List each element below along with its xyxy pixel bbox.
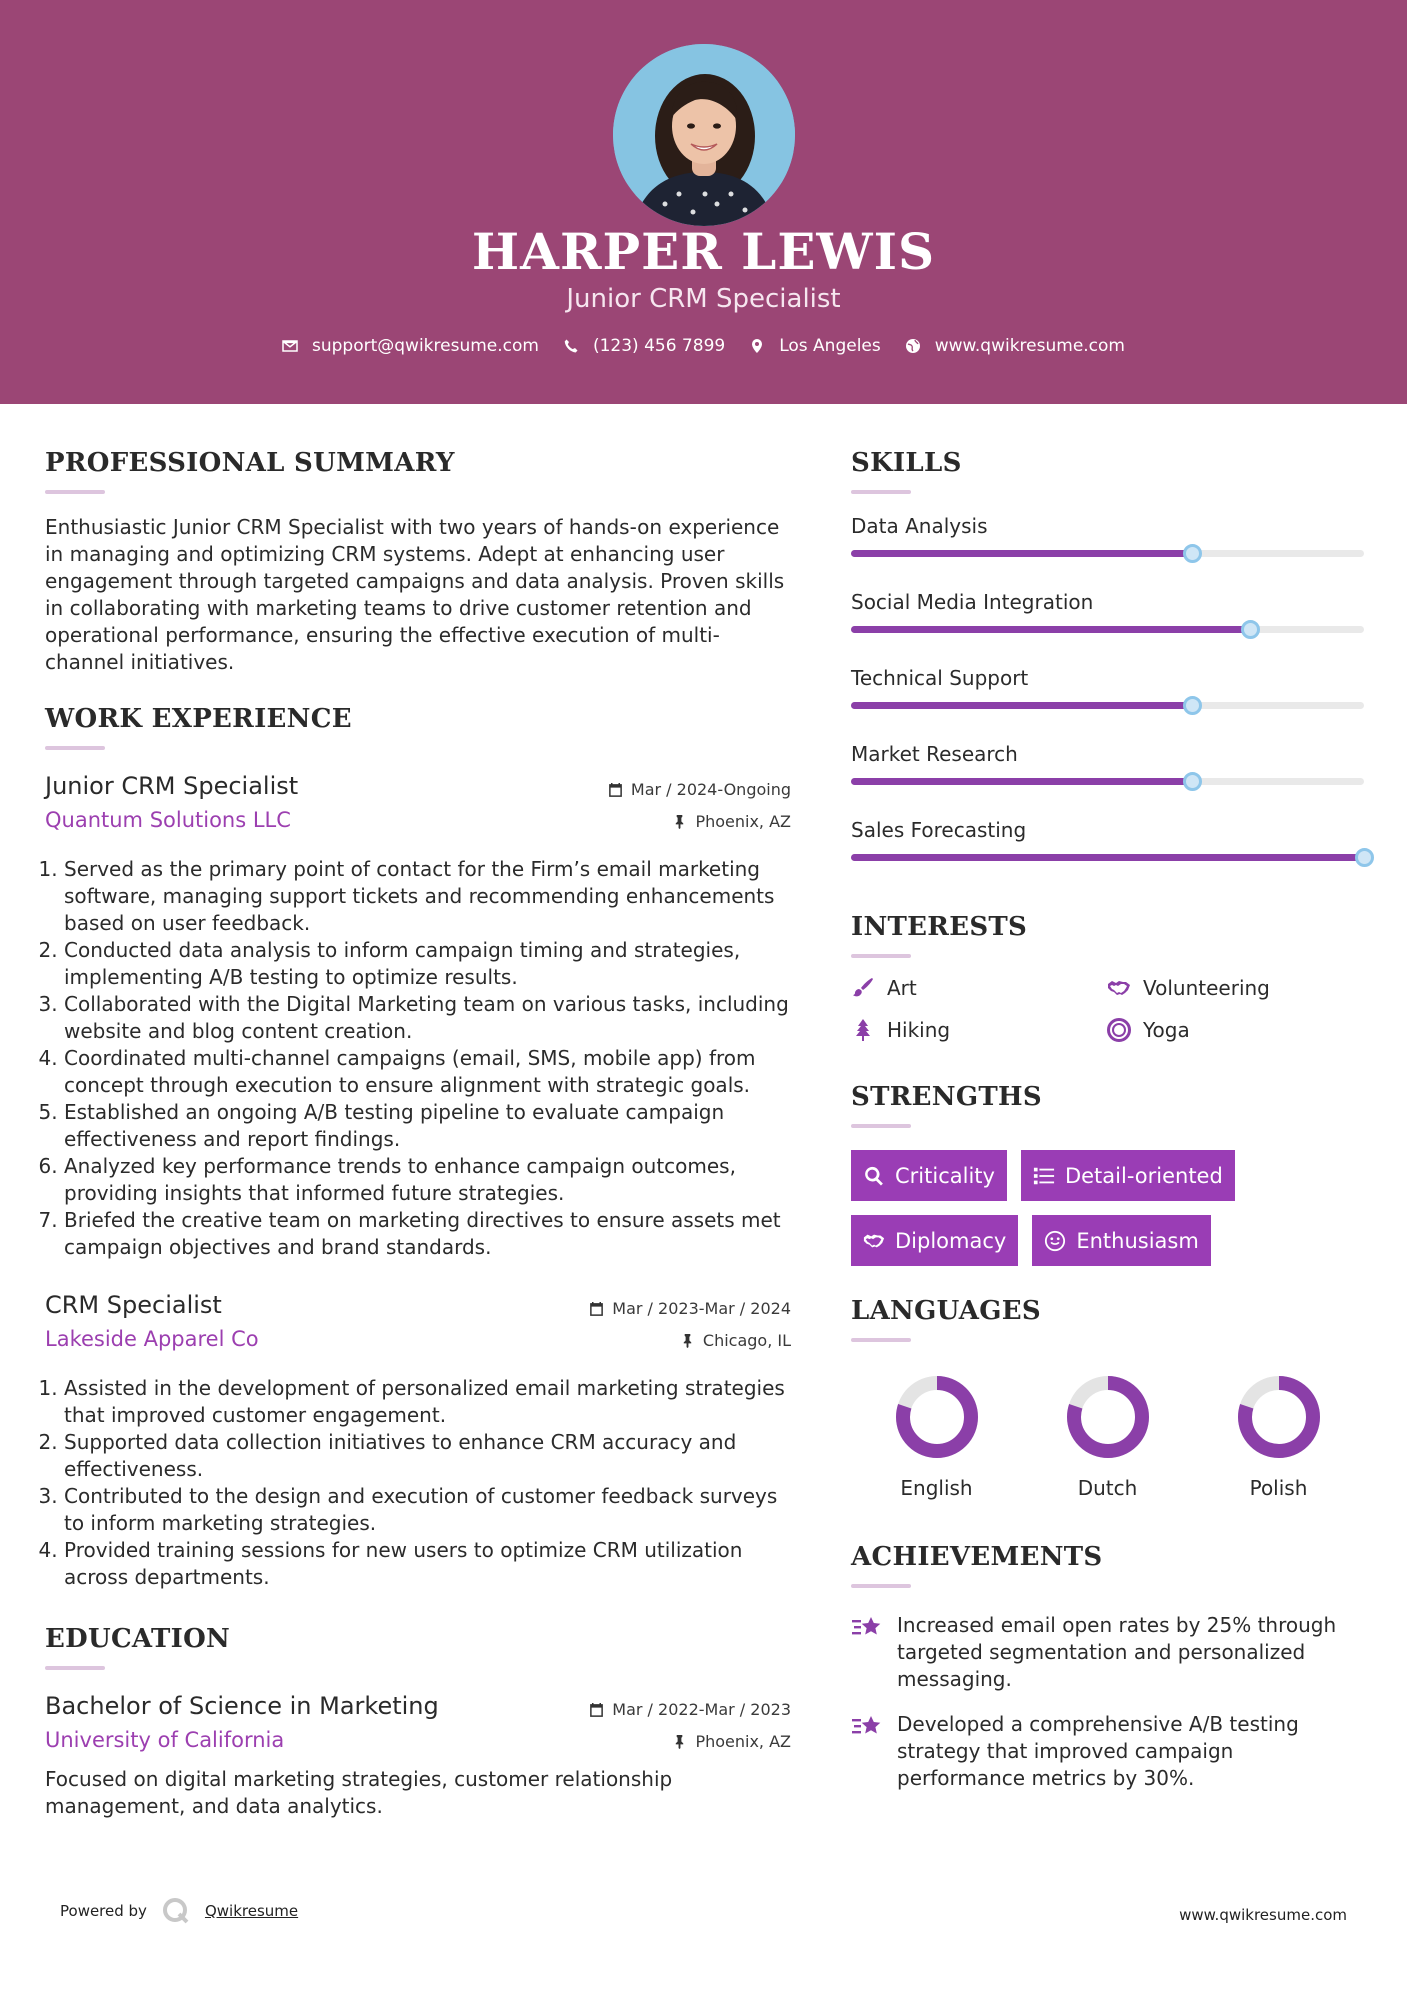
skill-track (851, 550, 1364, 557)
summary-title: PROFESSIONAL SUMMARY (45, 448, 455, 478)
language-item (1022, 1374, 1193, 1500)
interest-label: Hiking (887, 1018, 951, 1042)
avatar (613, 44, 795, 226)
contact-location (749, 336, 881, 356)
education-location (672, 1732, 791, 1751)
handshake-icon (863, 1230, 885, 1252)
skill-name: Social Media Integration (851, 590, 1094, 614)
language-name: Polish (1249, 1476, 1308, 1500)
search-icon (863, 1165, 885, 1187)
strength-chip (1032, 1215, 1210, 1266)
strength-label: Diplomacy (895, 1228, 1007, 1253)
interest-label: Volunteering (1143, 976, 1270, 1000)
job-location-text: Chicago, IL (702, 1331, 791, 1350)
language-item (1193, 1374, 1364, 1500)
list-item: 6. Analyzed key performance trends to enhance campaign outcomes, providing insights that informed future strategies. (64, 1153, 791, 1207)
skill-name: Sales Forecasting (851, 818, 1027, 842)
list-item: 2. Supported data collection initiatives to enhance CRM accuracy and effectiveness. (64, 1429, 791, 1483)
language-donut (894, 1374, 980, 1460)
skill-fill (851, 778, 1192, 785)
section-divider (45, 746, 105, 750)
job-company: Quantum Solutions LLC (45, 808, 291, 832)
achievements-section (851, 1542, 1364, 1810)
interests-title: INTERESTS (851, 912, 1028, 942)
job-date (589, 1299, 791, 1318)
school-name: University of California (45, 1728, 285, 1752)
skill-track (851, 702, 1364, 709)
skills-title: SKILLS (851, 448, 962, 478)
candidate-name: HARPER LEWIS (471, 222, 936, 281)
paintbrush-icon (851, 976, 875, 1000)
skill-level-knob (1241, 620, 1260, 639)
list-item: 3. Collaborated with the Digital Marketing team on various tasks, including website and blog content creation. (64, 991, 791, 1045)
education-date-text: Mar / 2022-Mar / 2023 (612, 1700, 791, 1719)
languages-title: LANGUAGES (851, 1296, 1041, 1326)
tree-icon (851, 1018, 875, 1042)
skill-level-knob (1183, 772, 1202, 791)
qwikresume-logo-icon (161, 1896, 191, 1926)
resume-header (0, 0, 1407, 404)
strength-label: Criticality (895, 1163, 995, 1188)
language-name: English (900, 1476, 973, 1500)
language-item (851, 1374, 1022, 1500)
job-entry (45, 1291, 791, 1591)
achievements-title: ACHIEVEMENTS (851, 1542, 1103, 1572)
section-divider (45, 1666, 105, 1670)
language-donut (1065, 1374, 1151, 1460)
interest-item (851, 1018, 1107, 1042)
list-icon (1033, 1165, 1055, 1187)
skill-row (851, 514, 1364, 570)
work-title: WORK EXPERIENCE (45, 704, 352, 734)
pushpin-icon (680, 1333, 695, 1348)
job-date-text: Mar / 2024-Ongoing (630, 780, 791, 799)
language-donut (1236, 1374, 1322, 1460)
strengths-section (851, 1082, 1364, 1266)
duty-list (45, 856, 791, 1261)
globe-icon (905, 338, 921, 354)
handshake-icon (1107, 976, 1131, 1000)
envelope-icon (282, 338, 298, 354)
strength-label: Detail-oriented (1064, 1163, 1223, 1188)
contact-website[interactable] (905, 336, 1125, 356)
summary-text: Enthusiastic Junior CRM Specialist with two years of hands-on experience in managing and optimizing CRM systems. Adept at enhancing user engagement through targeted campaigns and data analysis. Proven skills in collaborating with marketing teams to drive customer retention and operational performance, ensuring the effective execution of multi-channel initiatives. (45, 515, 785, 674)
interest-label: Yoga (1143, 1018, 1190, 1042)
calendar-icon (589, 1702, 604, 1717)
section-divider (851, 1338, 911, 1342)
job-entry (45, 772, 791, 1261)
footer-site[interactable]: www.qwikresume.com (1179, 1906, 1347, 1924)
calendar-icon (608, 782, 623, 797)
skill-level-knob (1355, 848, 1374, 867)
achievement-text: Increased email open rates by 25% through targeted segmentation and personalized messaging. (897, 1613, 1337, 1691)
section-divider (851, 954, 911, 958)
skill-level-knob (1183, 696, 1202, 715)
skill-row (851, 666, 1364, 722)
job-location (672, 812, 791, 831)
job-company: Lakeside Apparel Co (45, 1327, 259, 1351)
strength-chip (851, 1150, 1007, 1201)
education-date (589, 1700, 791, 1719)
language-name: Dutch (1077, 1476, 1138, 1500)
powered-by-text: Powered by (60, 1902, 147, 1920)
phone-icon (563, 338, 579, 354)
skill-name: Market Research (851, 742, 1018, 766)
job-title: CRM Specialist (45, 1291, 222, 1319)
list-item: 7. Briefed the creative team on marketing directives to ensure assets met campaign objectives and brand standards. (64, 1207, 791, 1261)
list-item: 4. Coordinated multi-channel campaigns (email, SMS, mobile app) from concept through execution to ensure alignment with strategic goals. (64, 1045, 791, 1099)
skill-track (851, 854, 1364, 861)
skill-track (851, 626, 1364, 633)
skill-fill (851, 626, 1250, 633)
list-item: 3. Contributed to the design and execution of customer feedback surveys to inform marketing strategies. (64, 1483, 791, 1537)
achievement-text: Developed a comprehensive A/B testing strategy that improved campaign performance metrics by 30%. (897, 1712, 1299, 1790)
skill-row (851, 590, 1364, 646)
education-location-text: Phoenix, AZ (695, 1732, 791, 1751)
skill-level-knob (1183, 544, 1202, 563)
skill-fill (851, 854, 1364, 861)
skill-track (851, 778, 1364, 785)
education-entry (45, 1692, 791, 1820)
pushpin-icon (672, 1734, 687, 1749)
phone-text: (123) 456 7899 (592, 336, 726, 356)
job-title: Junior CRM Specialist (45, 772, 299, 800)
candidate-role: Junior CRM Specialist (566, 284, 841, 314)
section-divider (851, 1124, 911, 1128)
strength-label: Enthusiasm (1076, 1228, 1199, 1253)
strength-chip (1021, 1150, 1235, 1201)
section-divider (45, 490, 105, 494)
degree-title: Bachelor of Science in Marketing (45, 1692, 439, 1720)
skill-row (851, 742, 1364, 798)
job-location (680, 1331, 791, 1350)
calendar-icon (589, 1301, 604, 1316)
duty-list (45, 1375, 791, 1591)
contact-phone[interactable] (563, 336, 725, 356)
brand-link[interactable]: Qwikresume (204, 1902, 299, 1920)
contact-bar (0, 336, 1407, 356)
list-item: 4. Provided training sessions for new users to optimize CRM utilization across departments. (64, 1537, 791, 1591)
strength-chip (851, 1215, 1018, 1266)
list-item: 2. Conducted data analysis to inform campaign timing and strategies, implementing A/B testing to optimize results. (64, 937, 791, 991)
interest-item (1107, 976, 1363, 1000)
education-section (45, 1624, 791, 1820)
list-item: 5. Established an ongoing A/B testing pipeline to evaluate campaign effectiveness and report findings. (64, 1099, 791, 1153)
achievement-item (851, 1711, 1364, 1792)
pushpin-icon (672, 814, 687, 829)
strengths-title: STRENGTHS (851, 1082, 1042, 1112)
education-description: Focused on digital marketing strategies, customer relationship management, and data analytics. (45, 1767, 673, 1818)
lifering-icon (1107, 1018, 1131, 1042)
email-text: support@qwikresume.com (312, 336, 539, 356)
skill-name: Data Analysis (851, 514, 988, 538)
list-item: 1. Assisted in the development of personalized email marketing strategies that improved customer engagement. (64, 1375, 791, 1429)
summary-section (45, 448, 791, 676)
location-text: Los Angeles (779, 336, 881, 356)
interest-item (851, 976, 1107, 1000)
section-divider (851, 490, 911, 494)
skill-fill (851, 550, 1192, 557)
skill-fill (851, 702, 1192, 709)
job-date (608, 780, 791, 799)
interest-grid (851, 976, 1364, 1042)
list-item: 1. Served as the primary point of contact for the Firm’s email marketing software, managing support tickets and recommending enhancements based on user feedback. (64, 856, 791, 937)
languages-section (851, 1296, 1364, 1500)
interest-label: Art (887, 976, 917, 1000)
website-text: www.qwikresume.com (934, 336, 1125, 356)
shooting-star-icon (851, 1713, 885, 1741)
map-pin-icon (749, 338, 765, 354)
skills-section (851, 448, 1364, 874)
achievement-list (851, 1612, 1364, 1792)
contact-email[interactable] (282, 336, 539, 356)
job-date-text: Mar / 2023-Mar / 2024 (612, 1299, 791, 1318)
job-location-text: Phoenix, AZ (695, 812, 791, 831)
skill-name: Technical Support (851, 666, 1029, 690)
language-row (851, 1374, 1364, 1500)
education-title: EDUCATION (45, 1624, 231, 1654)
interest-item (1107, 1018, 1363, 1042)
shooting-star-icon (851, 1614, 885, 1642)
smile-icon (1044, 1230, 1066, 1252)
interests-section (851, 912, 1364, 1042)
section-divider (851, 1584, 911, 1588)
skill-row (851, 818, 1364, 874)
work-section (45, 704, 791, 1591)
powered-by (60, 1896, 298, 1926)
strength-chips (851, 1150, 1364, 1266)
achievement-item (851, 1612, 1364, 1693)
